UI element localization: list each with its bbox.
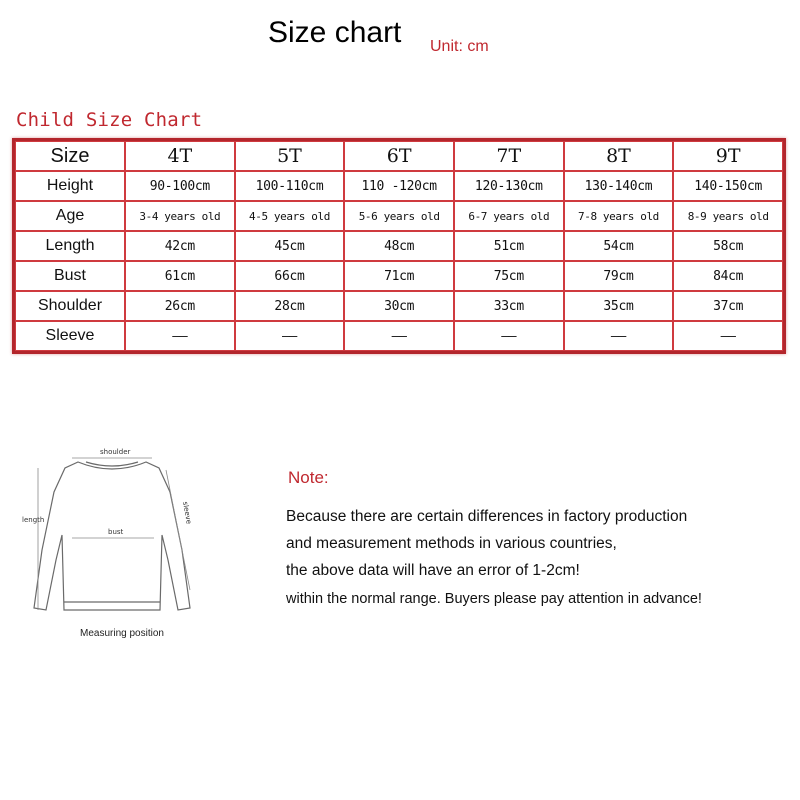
table-cell: 28cm (235, 291, 345, 321)
unit-label: Unit: cm (430, 38, 489, 55)
table-cell: 71cm (344, 261, 454, 291)
row-label: Shoulder (15, 291, 125, 321)
table-cell: 5-6 years old (344, 201, 454, 231)
measurement-diagram (20, 440, 210, 640)
table-cell: —— (235, 321, 345, 351)
shirt-outline-icon (34, 462, 190, 610)
header-cell: 6T (344, 141, 454, 171)
header-cell: 9T (673, 141, 783, 171)
table-row (15, 261, 783, 291)
table-cell: 79cm (564, 261, 674, 291)
table-row (15, 171, 783, 201)
table-cell: 30cm (344, 291, 454, 321)
table-cell: 58cm (673, 231, 783, 261)
table-cell: —— (564, 321, 674, 351)
shoulder-label: shoulder (100, 448, 131, 456)
note-line: and measurement methods in various countries, (286, 535, 617, 552)
table-cell: 45cm (235, 231, 345, 261)
table-cell: —— (673, 321, 783, 351)
row-label: Sleeve (15, 321, 125, 351)
row-label: Height (15, 171, 125, 201)
table-cell: —— (125, 321, 235, 351)
size-table (12, 138, 786, 354)
table-cell: 90-100cm (125, 171, 235, 201)
row-label: Length (15, 231, 125, 261)
table-cell: 51cm (454, 231, 564, 261)
header-cell: 4T (125, 141, 235, 171)
bust-label: bust (108, 528, 124, 536)
table-cell: 110 -120cm (344, 171, 454, 201)
note-line: within the normal range. Buyers please pay attention in advance! (286, 591, 702, 607)
row-label: Bust (15, 261, 125, 291)
table-cell: 140-150cm (673, 171, 783, 201)
page-title: Size chart (268, 16, 402, 49)
table-cell: 66cm (235, 261, 345, 291)
note-title: Note: (288, 468, 329, 487)
table-cell: 26cm (125, 291, 235, 321)
table-cell: 4-5 years old (235, 201, 345, 231)
table-row (15, 201, 783, 231)
sleeve-label: sleeve (181, 500, 193, 525)
table-cell: 33cm (454, 291, 564, 321)
table-cell: 35cm (564, 291, 674, 321)
header-cell: 5T (235, 141, 345, 171)
chart-heading: Child Size Chart (16, 109, 203, 131)
table-cell: 75cm (454, 261, 564, 291)
length-label: length (22, 516, 45, 524)
diagram-caption: Measuring position (80, 628, 164, 639)
table-cell: 100-110cm (235, 171, 345, 201)
table-cell: 120-130cm (454, 171, 564, 201)
table-row (15, 291, 783, 321)
table-cell: 8-9 years old (673, 201, 783, 231)
note-line: the above data will have an error of 1-2cm! (286, 562, 580, 579)
table-row (15, 231, 783, 261)
table-cell: 130-140cm (564, 171, 674, 201)
table-cell: 37cm (673, 291, 783, 321)
sleeve-measure-line (166, 470, 190, 590)
row-label: Age (15, 201, 125, 231)
table-cell: 42cm (125, 231, 235, 261)
table-cell: —— (454, 321, 564, 351)
table-cell: 61cm (125, 261, 235, 291)
table-cell: 54cm (564, 231, 674, 261)
table-header-row (15, 141, 783, 171)
table-cell: 84cm (673, 261, 783, 291)
table-cell: 7-8 years old (564, 201, 674, 231)
header-cell: 8T (564, 141, 674, 171)
table-cell: 48cm (344, 231, 454, 261)
note-line: Because there are certain differences in factory production (286, 508, 688, 525)
header-cell: Size (15, 141, 125, 171)
table-row (15, 321, 783, 351)
table-cell: 3-4 years old (125, 201, 235, 231)
header-cell: 7T (454, 141, 564, 171)
table-cell: 6-7 years old (454, 201, 564, 231)
table-cell: —— (344, 321, 454, 351)
